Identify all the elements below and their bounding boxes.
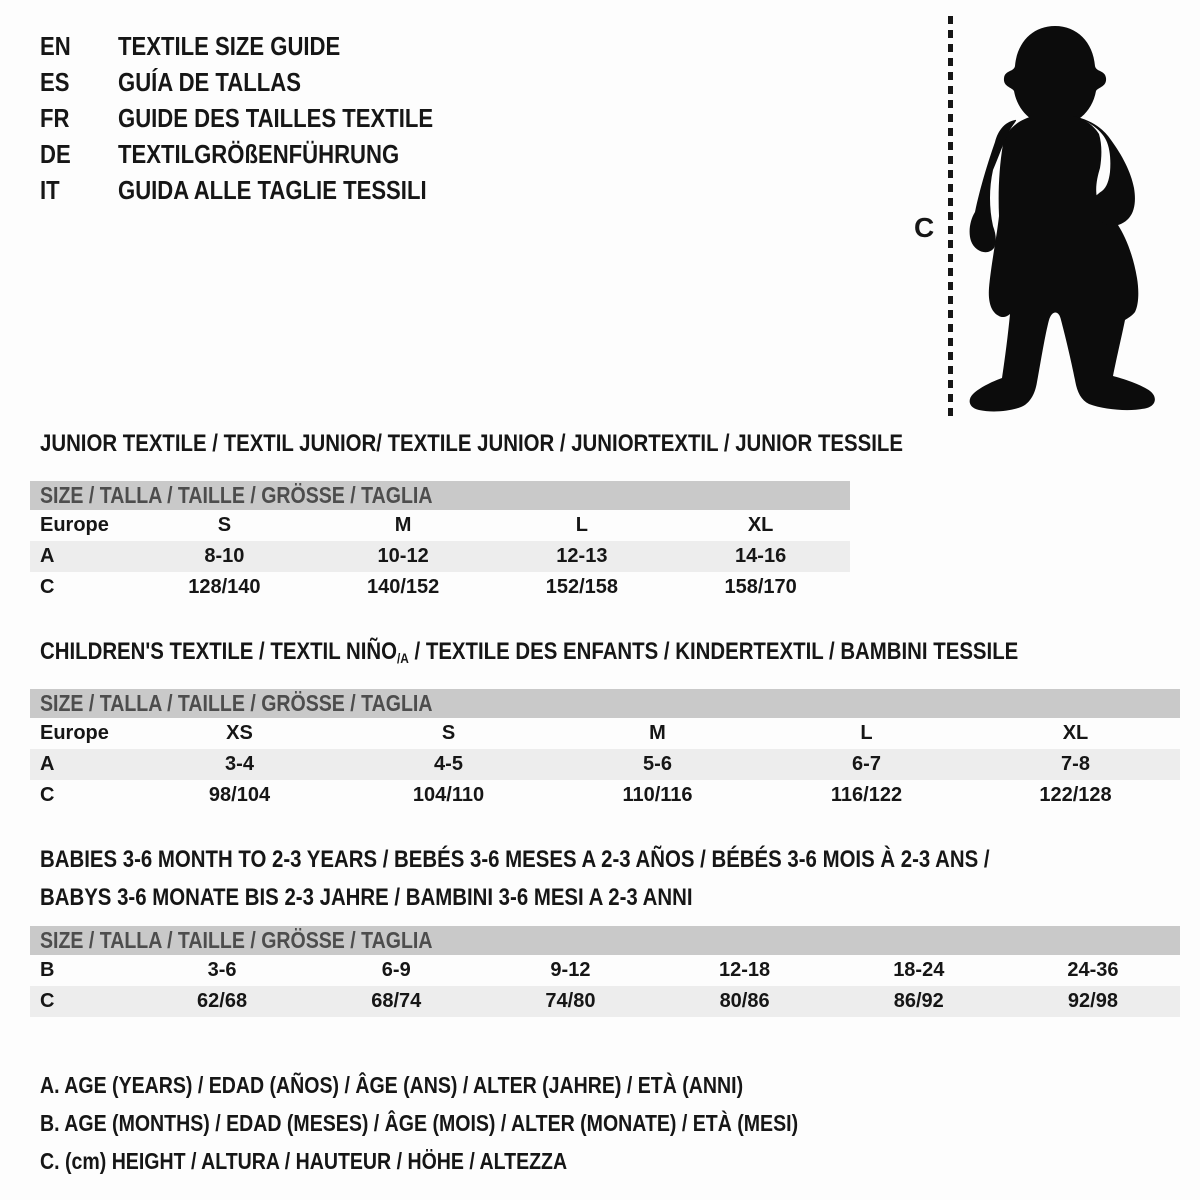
table-cell: 80/86 — [719, 990, 770, 1012]
language-code: EN — [40, 30, 71, 61]
table-cell: 14-16 — [735, 545, 787, 567]
language-title: GUIDE DES TAILLES TEXTILE — [118, 102, 434, 133]
table-cell: 4-5 — [434, 753, 463, 775]
table-cell: 110/116 — [622, 784, 693, 806]
row-label: Europe — [40, 514, 109, 536]
table-cell: 6-9 — [381, 959, 411, 981]
table-cell: S — [441, 722, 456, 744]
table-cell: 6-7 — [852, 753, 881, 775]
babies-section-title-line2: BABYS 3-6 MONATE BIS 2-3 JAHRE / BAMBINI 3-6 MESI A 2-3 ANNI — [40, 884, 693, 911]
row-label: A — [40, 753, 55, 775]
row-label: C — [40, 784, 55, 806]
language-code: FR — [40, 102, 70, 133]
row-label: C — [40, 576, 55, 598]
junior-section-title: JUNIOR TEXTILE / TEXTIL JUNIOR/ TEXTILE JUNIOR / JUNIORTEXTIL / JUNIOR TESSILE — [40, 430, 903, 457]
language-row — [40, 136, 489, 172]
language-row — [40, 28, 489, 64]
table-cell: 5-6 — [643, 753, 672, 775]
row-label: Europe — [40, 722, 109, 744]
table-cell: 104/110 — [412, 784, 485, 806]
table-cell: 68/74 — [371, 990, 422, 1012]
table-cell: 128/140 — [188, 576, 261, 598]
language-row — [40, 100, 489, 136]
table-cell: 122/128 — [1039, 784, 1112, 806]
table-cell: 116/122 — [830, 784, 903, 806]
language-title: TEXTILGRÖßENFÜHRUNG — [118, 138, 400, 169]
table-cell: XL — [1062, 722, 1089, 744]
baby-silhouette-icon — [955, 20, 1170, 430]
language-row — [40, 64, 489, 100]
table-row — [30, 572, 850, 603]
table-row — [30, 541, 850, 572]
babies-table-header: SIZE / TALLA / TAILLE / GRÖSSE / TAGLIA — [30, 926, 1180, 955]
row-label: C — [40, 990, 55, 1012]
table-cell: 86/92 — [893, 990, 944, 1012]
table-row — [30, 986, 1180, 1017]
junior-size-table — [30, 481, 850, 603]
table-cell: 7-8 — [1061, 753, 1090, 775]
children-section-title: CHILDREN'S TEXTILE / TEXTIL $NIÑO_{/A}$ / TEXTILE DES ENFANTS / KINDERTEXTIL / BAMBINI TESSILE — [40, 638, 1019, 666]
table-cell: 92/98 — [1067, 990, 1118, 1012]
legend-line-c: C. (cm) HEIGHT / ALTURA / HAUTEUR / HÖHE / ALTEZZA — [40, 1148, 568, 1174]
language-title: GUIDA ALLE TAGLIE TESSILI — [118, 174, 427, 205]
legend-line-a: A. AGE (YEARS) / EDAD (AÑOS) / ÂGE (ANS) / ALTER (JAHRE) / ETÀ (ANNI) — [40, 1072, 744, 1098]
children-size-table — [30, 689, 1180, 811]
table-cell: 18-24 — [893, 959, 945, 981]
legend-line-b: B. AGE (MONTHS) / EDAD (MESES) / ÂGE (MOIS) / ALTER (MONATE) / ETÀ (MESI) — [40, 1110, 799, 1136]
table-cell: XS — [226, 722, 253, 744]
junior-table-header: SIZE / TALLA / TAILLE / GRÖSSE / TAGLIA — [30, 481, 850, 510]
language-code: IT — [40, 174, 60, 205]
language-code: DE — [40, 138, 71, 169]
table-cell: 12-13 — [556, 545, 608, 567]
table-cell: 10-12 — [377, 545, 429, 567]
table-cell: S — [217, 514, 232, 536]
language-row — [40, 172, 489, 208]
table-cell: 9-12 — [550, 959, 591, 981]
language-title: GUÍA DE TALLAS — [118, 66, 301, 97]
table-row — [30, 718, 1180, 749]
row-label: A — [40, 545, 55, 567]
table-cell: 98/104 — [208, 784, 271, 806]
table-row — [30, 510, 850, 541]
table-cell: L — [860, 722, 873, 744]
table-cell: L — [575, 514, 588, 536]
height-measure-label: C — [914, 212, 935, 243]
table-cell: 62/68 — [197, 990, 248, 1012]
table-cell: 158/170 — [724, 576, 797, 598]
table-row — [30, 749, 1180, 780]
table-cell: 12-18 — [719, 959, 771, 981]
language-code: ES — [40, 66, 70, 97]
table-cell: 3-4 — [225, 753, 254, 775]
table-row — [30, 955, 1180, 986]
table-cell: 3-6 — [207, 959, 237, 981]
table-row — [30, 780, 1180, 811]
table-cell: M — [649, 722, 666, 744]
babies-section-title-line1: BABIES 3-6 MONTH TO 2-3 YEARS / BEBÉS 3-6 MESES A 2-3 AÑOS / BÉBÉS 3-6 MOIS À 2-3 ANS / — [40, 846, 990, 873]
height-measure-dotted-line — [948, 16, 953, 418]
table-cell: 24-36 — [1067, 959, 1119, 981]
table-cell: 74/80 — [545, 990, 596, 1012]
table-cell: 140/152 — [366, 576, 440, 598]
row-label: B — [40, 959, 55, 981]
language-title-list — [40, 28, 489, 208]
nino-a-subscript: /A — [396, 650, 409, 666]
table-cell: 8-10 — [204, 545, 245, 567]
babies-size-table — [30, 926, 1180, 1017]
language-title: TEXTILE SIZE GUIDE — [118, 30, 341, 61]
table-cell: XL — [747, 514, 774, 536]
table-cell: 152/158 — [545, 576, 619, 598]
children-table-header: SIZE / TALLA / TAILLE / GRÖSSE / TAGLIA — [30, 689, 1180, 718]
table-cell: M — [394, 514, 412, 536]
